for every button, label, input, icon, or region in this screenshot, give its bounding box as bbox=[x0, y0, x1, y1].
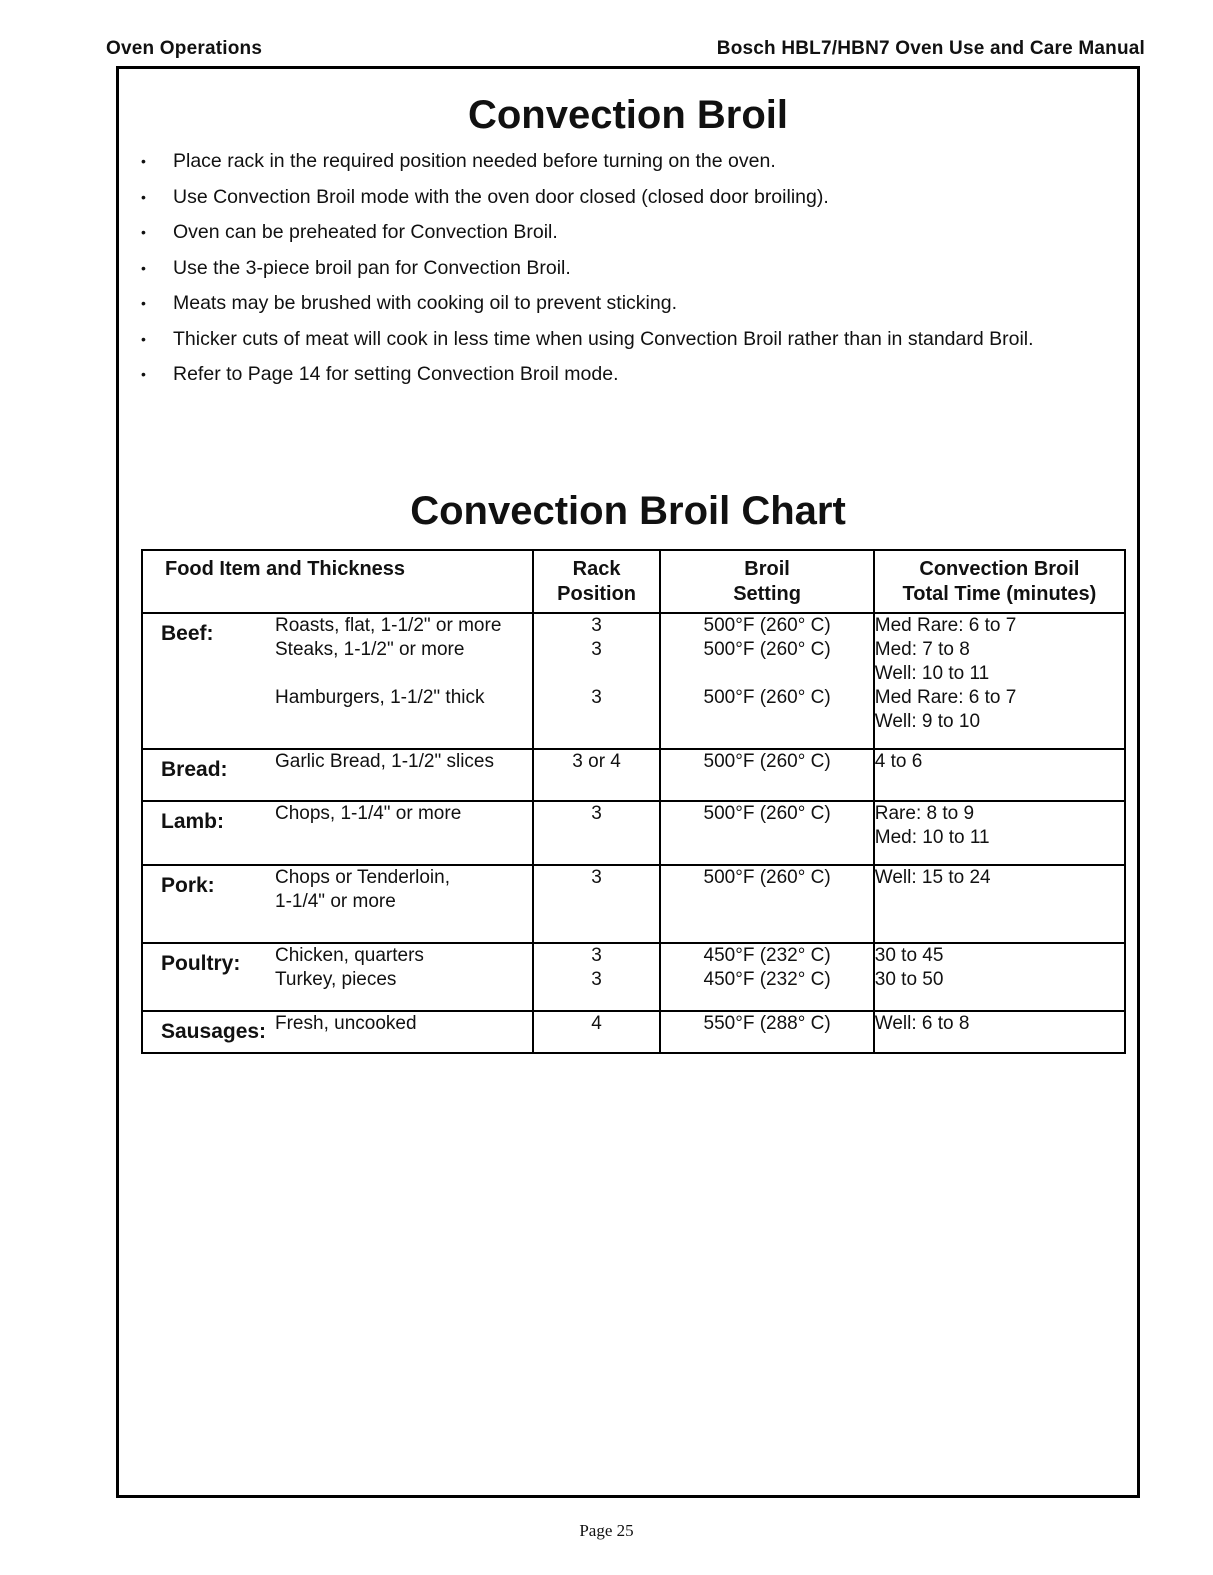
food-item-line: Chops, 1-1/4" or more bbox=[275, 803, 462, 824]
food-item-line bbox=[275, 826, 532, 850]
cell-total-time bbox=[874, 1011, 1125, 1053]
page-frame bbox=[116, 66, 1140, 1498]
bullet-icon: • bbox=[141, 366, 146, 382]
broil-setting-value: 450°F (232° C) bbox=[703, 969, 831, 990]
food-item-line: Chicken, quarters bbox=[275, 945, 424, 966]
bullet-icon: • bbox=[141, 295, 146, 311]
table-row bbox=[142, 613, 1125, 749]
total-time-value: Well: 15 to 24 bbox=[874, 867, 991, 888]
food-item-line: Garlic Bread, 1-1/2" slices bbox=[275, 751, 494, 772]
food-category: Sausages: bbox=[161, 1020, 267, 1043]
list-item bbox=[137, 325, 1034, 361]
cell-rack-position bbox=[533, 801, 661, 865]
cell-broil-setting bbox=[660, 865, 873, 943]
rack-position-value: 3 bbox=[591, 945, 602, 966]
food-item-line bbox=[275, 710, 532, 734]
table-body bbox=[142, 613, 1125, 1053]
food-items bbox=[275, 866, 532, 914]
cell-total-time bbox=[874, 865, 1125, 943]
bullet-icon: • bbox=[141, 188, 146, 205]
list-item-text: Thicker cuts of meat will cook in less time when using Convection Broil rather than in standard Broil. bbox=[173, 327, 1034, 350]
page-number: Page 25 bbox=[579, 1521, 634, 1540]
rack-position-value: 3 bbox=[591, 867, 602, 888]
cell-food-item bbox=[142, 749, 533, 801]
list-item bbox=[137, 254, 1034, 290]
food-item-line: Hamburgers, 1-1/2" thick bbox=[275, 687, 485, 708]
food-item-line: Roasts, flat, 1-1/2" or more bbox=[275, 615, 502, 636]
rack-position-value: 3 bbox=[591, 639, 602, 660]
convection-broil-table bbox=[141, 549, 1126, 1054]
cell-total-time bbox=[874, 749, 1125, 801]
cell-broil-setting bbox=[660, 613, 873, 749]
column-header-rack: Rack Position bbox=[533, 550, 661, 613]
rack-position-value: 3 bbox=[591, 969, 602, 990]
rack-position-value: 3 or 4 bbox=[572, 751, 621, 772]
total-time-value: Med Rare: 6 to 7 bbox=[874, 615, 1017, 636]
total-time-value: 30 to 50 bbox=[874, 969, 944, 990]
food-category: Bread: bbox=[161, 758, 228, 781]
total-time-value: Med: 10 to 11 bbox=[874, 827, 990, 848]
broil-setting-value: 450°F (232° C) bbox=[703, 945, 831, 966]
list-item-text: Refer to Page 14 for setting Convection Broil mode. bbox=[173, 363, 619, 385]
total-time-value: Med: 7 to 8 bbox=[874, 639, 970, 660]
bullet-icon: • bbox=[141, 153, 146, 169]
list-item-text: Oven can be preheated for Convection Broil. bbox=[173, 221, 558, 243]
cell-food-item bbox=[142, 613, 533, 749]
column-header-time: Convection Broil Total Time (minutes) bbox=[874, 550, 1125, 613]
food-category: Lamb: bbox=[161, 810, 224, 833]
list-item bbox=[137, 289, 1034, 325]
cell-food-item bbox=[142, 1011, 533, 1053]
cell-rack-position bbox=[533, 1011, 661, 1053]
tips-list bbox=[137, 147, 1034, 396]
total-time-value: 4 to 6 bbox=[874, 751, 923, 772]
broil-setting-value bbox=[661, 710, 872, 734]
total-time-value: Med Rare: 6 to 7 bbox=[874, 687, 1017, 708]
rack-position-value bbox=[534, 826, 660, 850]
broil-setting-value bbox=[661, 826, 872, 850]
food-item-line bbox=[275, 662, 532, 686]
broil-setting-value: 500°F (260° C) bbox=[703, 615, 831, 636]
cell-total-time bbox=[874, 613, 1125, 749]
total-time-value: Well: 9 to 10 bbox=[874, 711, 981, 732]
rack-position-value: 4 bbox=[591, 1013, 602, 1034]
rack-position-value: 3 bbox=[591, 803, 602, 824]
table-row bbox=[142, 1011, 1125, 1053]
broil-setting-value: 500°F (260° C) bbox=[703, 803, 831, 824]
list-item-text: Meats may be brushed with cooking oil to prevent sticking. bbox=[173, 292, 678, 314]
manual-title: Bosch HBL7/HBN7 Oven Use and Care Manual bbox=[716, 38, 1145, 59]
cell-food-item bbox=[142, 801, 533, 865]
chart-title: Convection Broil Chart bbox=[410, 489, 846, 533]
total-time-value: Well: 10 to 11 bbox=[874, 663, 990, 684]
food-items bbox=[275, 750, 532, 774]
total-time-value: Well: 6 to 8 bbox=[874, 1013, 970, 1034]
cell-rack-position bbox=[533, 749, 661, 801]
list-item-text: Use Convection Broil mode with the oven door closed (closed door broiling). bbox=[173, 185, 829, 208]
cell-total-time bbox=[874, 943, 1125, 1011]
table-row bbox=[142, 943, 1125, 1011]
cell-rack-position bbox=[533, 613, 661, 749]
rack-position-value: 3 bbox=[591, 687, 602, 708]
rack-position-value bbox=[534, 710, 660, 734]
page-title: Convection Broil bbox=[467, 93, 789, 137]
cell-rack-position bbox=[533, 943, 661, 1011]
column-header-food: Food Item and Thickness bbox=[142, 550, 533, 613]
table-row bbox=[142, 865, 1125, 943]
cell-broil-setting bbox=[660, 749, 873, 801]
cell-broil-setting bbox=[660, 801, 873, 865]
list-item-text: Use the 3-piece broil pan for Convection Broil. bbox=[173, 256, 571, 279]
total-time-value bbox=[875, 890, 1124, 914]
broil-setting-value: 500°F (260° C) bbox=[703, 639, 831, 660]
table-row bbox=[142, 749, 1125, 801]
list-item bbox=[137, 218, 1034, 254]
table-row bbox=[142, 801, 1125, 865]
food-items bbox=[275, 1012, 532, 1036]
table-header-row bbox=[142, 550, 1125, 613]
rack-position-value bbox=[534, 662, 660, 686]
broil-setting-value bbox=[661, 662, 872, 686]
food-category: Pork: bbox=[161, 874, 215, 897]
food-item-line: 1-1/4" or more bbox=[275, 891, 396, 912]
cell-rack-position bbox=[533, 865, 661, 943]
broil-setting-value: 500°F (260° C) bbox=[703, 867, 831, 888]
list-item bbox=[137, 183, 1034, 219]
bullet-icon: • bbox=[141, 259, 146, 276]
rack-position-value bbox=[534, 890, 660, 914]
food-items bbox=[275, 944, 532, 992]
total-time-value: 30 to 45 bbox=[874, 945, 944, 966]
column-header-setting: Broil Setting bbox=[660, 550, 873, 613]
food-item-line: Steaks, 1-1/2" or more bbox=[275, 639, 465, 660]
broil-setting-value bbox=[661, 890, 872, 914]
bullet-icon: • bbox=[141, 330, 146, 347]
food-category: Beef: bbox=[161, 622, 214, 645]
cell-broil-setting bbox=[660, 1011, 873, 1053]
cell-broil-setting bbox=[660, 943, 873, 1011]
food-items bbox=[275, 802, 532, 850]
food-item-line: Turkey, pieces bbox=[275, 969, 397, 990]
food-items bbox=[275, 614, 532, 734]
list-item-text: Place rack in the required position needed before turning on the oven. bbox=[173, 150, 776, 172]
list-item bbox=[137, 147, 1034, 183]
cell-food-item bbox=[142, 943, 533, 1011]
food-item-line: Fresh, uncooked bbox=[275, 1013, 417, 1034]
cell-total-time bbox=[874, 801, 1125, 865]
total-time-value: Rare: 8 to 9 bbox=[874, 803, 975, 824]
broil-setting-value: 550°F (288° C) bbox=[703, 1013, 831, 1034]
bullet-icon: • bbox=[141, 224, 146, 240]
list-item bbox=[137, 360, 1034, 396]
section-header: Oven Operations bbox=[106, 38, 263, 59]
broil-setting-value: 500°F (260° C) bbox=[703, 687, 831, 708]
broil-setting-value: 500°F (260° C) bbox=[703, 751, 831, 772]
food-category: Poultry: bbox=[161, 952, 241, 975]
cell-food-item bbox=[142, 865, 533, 943]
rack-position-value: 3 bbox=[591, 615, 602, 636]
food-item-line: Chops or Tenderloin, bbox=[275, 867, 450, 888]
